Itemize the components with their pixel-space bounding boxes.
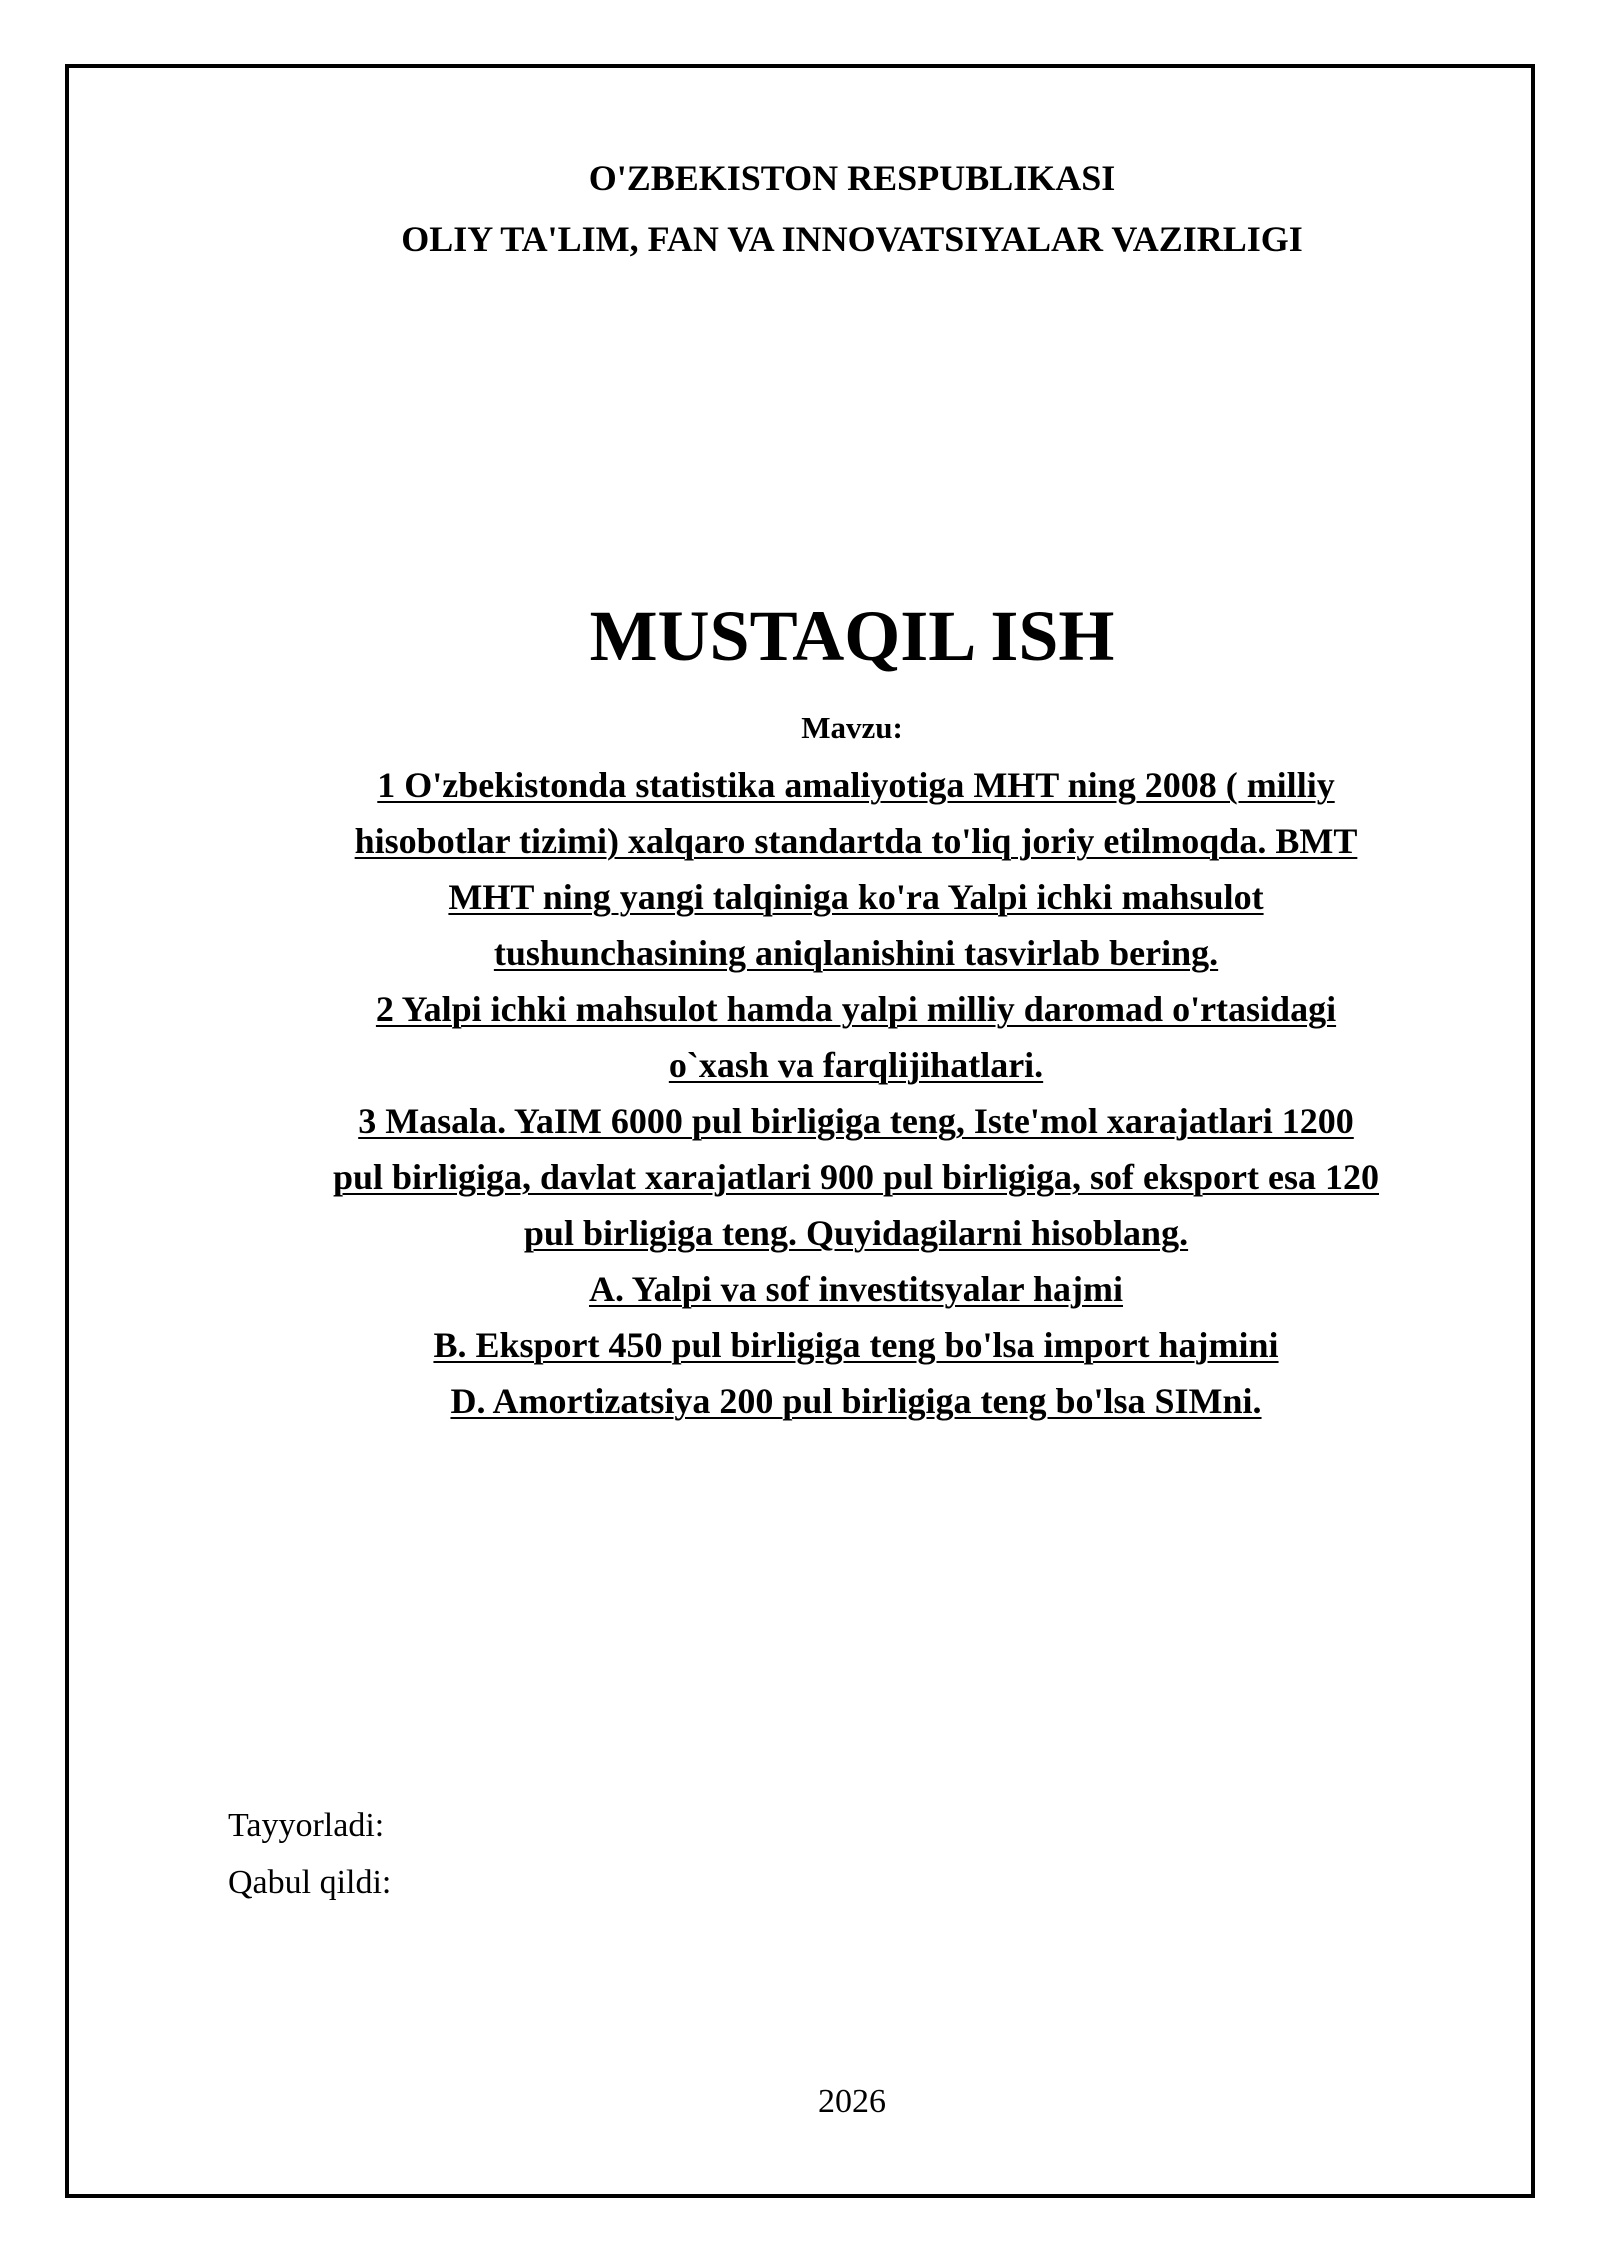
topic-line: 1 O'zbekistonda statistika amaliyotiga MHT ning 2008 ( milliy xyxy=(377,765,1335,805)
topic-line: o`xash va farqlijihatlari. xyxy=(668,1045,1044,1085)
topic-text xyxy=(220,757,1492,1429)
topic-line: 3 Masala. YaIM 6000 pul birligiga teng, Iste'mol xarajatlari 1200 xyxy=(358,1101,1354,1141)
topic-line: 2 Yalpi ichki mahsulot hamda yalpi milliy daromad o'rtasidagi xyxy=(375,989,1337,1029)
topic-line: pul birligiga teng. Quyidagilarni hisoblang. xyxy=(523,1213,1189,1253)
subject-label: Mavzu: xyxy=(801,710,903,745)
topic-line: MHT ning yangi talqiniga ko'ra Yalpi ichki mahsulot xyxy=(448,877,1264,917)
topic-line: hisobotlar tizimi) xalqaro standartda to'liq joriy etilmoqda. BMT xyxy=(354,821,1358,861)
prepared-by-label: Tayyorladi: xyxy=(228,1807,385,1844)
topic-line: tushunchasining aniqlanishini tasvirlab bering. xyxy=(493,933,1219,973)
topic-line: A. Yalpi va sof investitsyalar hajmi xyxy=(588,1269,1124,1309)
topic-line: pul birligiga, davlat xarajatlari 900 pul birligiga, sof eksport esa 120 xyxy=(332,1157,1380,1197)
year: 2026 xyxy=(818,2083,886,2120)
accepted-by-label: Qabul qildi: xyxy=(228,1864,392,1901)
topic-line: D. Amortizatsiya 200 pul birligiga teng bo'lsa SIMni. xyxy=(450,1381,1262,1421)
country-name: O'ZBEKISTON RESPUBLIKASI xyxy=(588,158,1116,198)
topic-line: B. Eksport 450 pul birligiga teng bo'lsa import hajmini xyxy=(433,1325,1279,1365)
ministry-name: OLIY TA'LIM, FAN VA INNOVATSIYALAR VAZIRLIGI xyxy=(401,219,1303,259)
document-title: MUSTAQIL ISH xyxy=(589,596,1115,676)
